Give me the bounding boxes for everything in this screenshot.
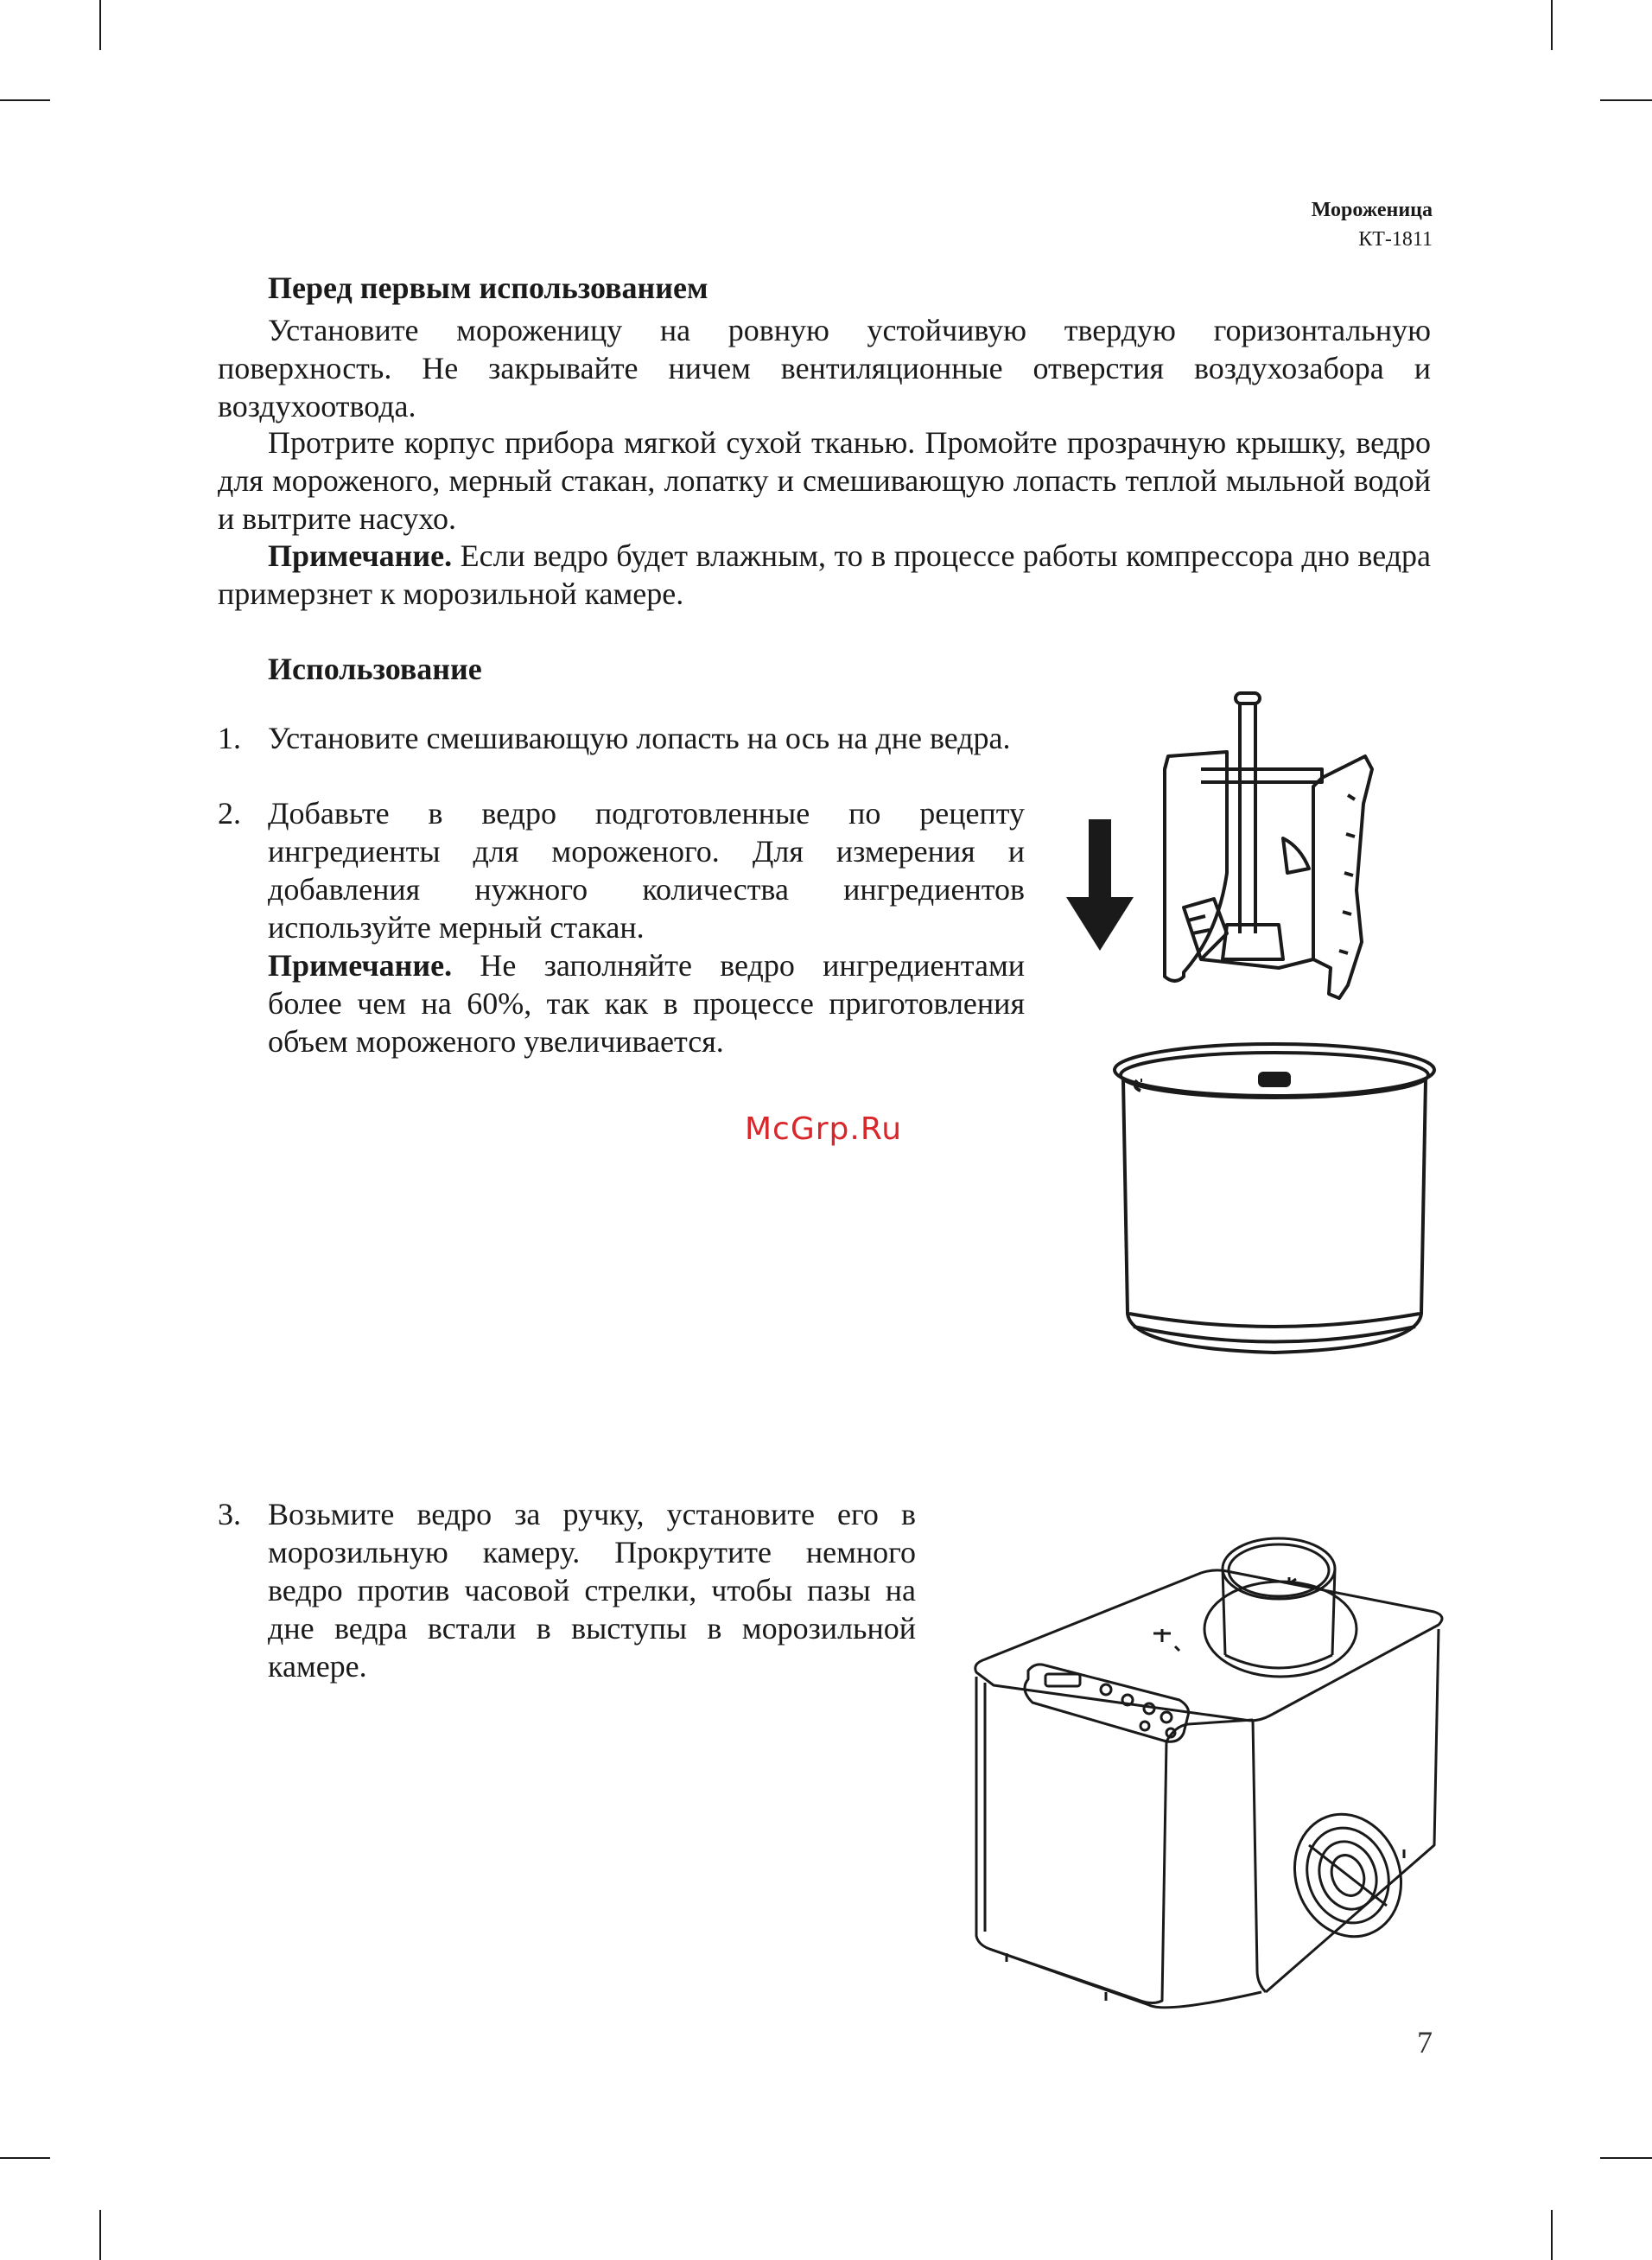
list-item-text: Возьмите ведро за ручку, установите его в морозильную камеру. Прокрутите немного ведро против часовой стрелки, чтобы пазы на дне ведра встали в выступы в морозильной камере. — [268, 1497, 916, 1684]
list-item-note — [268, 946, 1025, 1060]
crop-mark — [1600, 2157, 1652, 2159]
control-panel-icon — [1025, 1665, 1189, 1741]
down-arrow-icon — [1066, 819, 1134, 951]
paragraph-cleaning: Протрите корпус прибора мягкой сухой тканью. Промойте прозрачную крышку, ведро для мороженого, мерный стакан, лопатку и смешивающую лопасть теплой мыльной водой и вытрите насухо. — [218, 425, 1431, 536]
paddle-bucket-illustration — [1054, 674, 1443, 1391]
note-label: Примечание. — [268, 948, 453, 983]
crop-mark — [99, 0, 101, 50]
paragraph-note — [218, 537, 1431, 613]
crop-mark — [1551, 0, 1553, 50]
crop-mark — [99, 2210, 101, 2260]
header-title: Мороженица — [1311, 199, 1433, 221]
page-number: 7 — [1417, 2025, 1433, 2059]
list-item-text: Добавьте в ведро подготовленные по рецепту ингредиенты для мороженого. Для измерения и добавления нужного количества ингредиентов используйте мерный стакан. — [268, 796, 1025, 945]
bucket-in-machine-icon — [1204, 1538, 1357, 1677]
section-heading-usage: Использование — [268, 652, 482, 686]
section-heading-before-first-use: Перед первым использованием — [268, 271, 708, 305]
note-label: Примечание. — [268, 538, 453, 573]
list-number: 2. — [218, 796, 241, 831]
header-model: КТ-1811 — [1358, 228, 1433, 251]
list-item-text: Установите смешивающую лопасть на ось на дне ведра. — [268, 721, 1011, 755]
crop-mark — [1551, 2210, 1553, 2260]
note-text: Если ведро будет влажным, то в процессе работы компрессора дно ведра примерзнет к морозильной камере. — [218, 538, 1431, 611]
crop-mark — [0, 99, 50, 101]
crop-mark — [1600, 99, 1652, 101]
note-text: Не заполняйте ведро ингредиентами более чем на 60%, так как в процессе приготовления объем мороженого увеличивается. — [268, 948, 1025, 1059]
bucket-icon — [1115, 1044, 1434, 1353]
ice-cream-maker-illustration — [968, 1482, 1452, 2027]
list-number: 1. — [218, 721, 241, 755]
fan-grille-icon — [1278, 1799, 1418, 1951]
watermark: McGrp.Ru — [745, 1111, 903, 1147]
crop-mark — [0, 2157, 50, 2159]
mixing-paddle-icon — [1165, 693, 1372, 998]
paragraph-placement: Установите мороженицу на ровную устойчивую твердую горизонтальную поверхность. Не закрывайте ничем вентиляционные отверстия воздухозабора и воздухоотвода. — [218, 313, 1431, 423]
list-number: 3. — [218, 1497, 241, 1531]
